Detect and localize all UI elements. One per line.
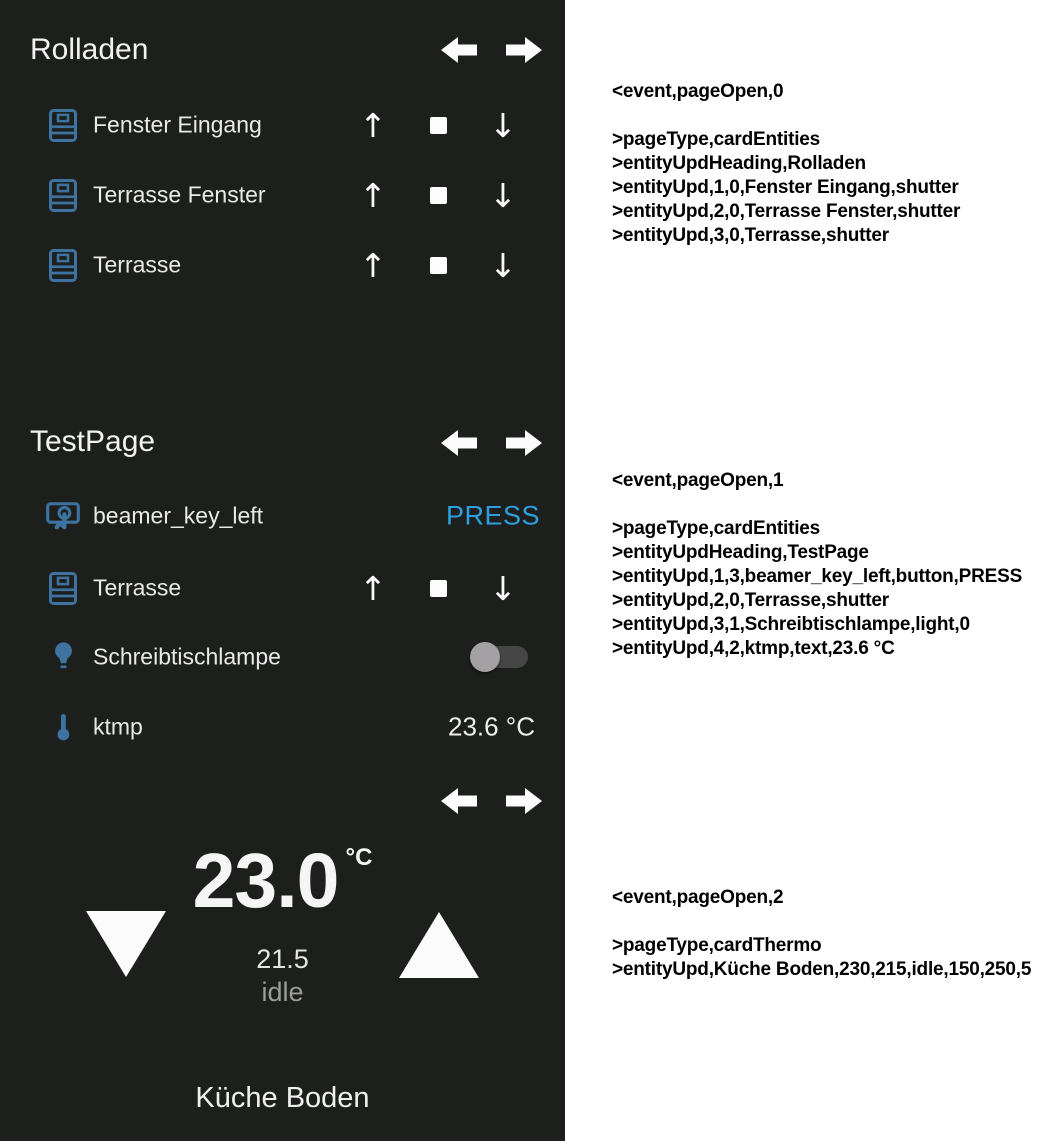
up-arrow-icon: ↑ [359,175,387,215]
shutter-down-button[interactable] [486,103,520,147]
shutter-up-button[interactable] [356,173,390,217]
window-shutter-icon [46,569,80,607]
arrow-left-icon [441,34,477,66]
entity-row-beamer-key-left [0,494,565,538]
shutter-up-button[interactable] [356,243,390,287]
protocol-line: >entityUpd,1,0,Fenster Eingang,shutter [612,177,959,198]
protocol-line: >entityUpdHeading,Rolladen [612,153,866,174]
page-next-button[interactable] [506,34,542,66]
arrow-left-icon [441,785,477,817]
protocol-line: >pageType,cardEntities [612,518,821,539]
window-shutter-icon [46,246,80,284]
arrow-right-icon [506,785,542,817]
protocol-event-line: <event,pageOpen,2 [612,887,784,908]
down-arrow-icon: ↓ [489,105,517,145]
toggle-knob [470,642,500,672]
entity-label: Fenster Eingang [93,111,262,138]
window-shutter-icon [46,106,80,144]
current-temperature [0,838,565,924]
down-arrow-icon: ↓ [489,245,517,285]
gesture-tap-button-icon [46,497,80,535]
entity-row-terrasse [0,566,565,610]
entity-label: ktmp [93,713,143,740]
down-arrow-icon: ↓ [489,175,517,215]
press-button[interactable]: PRESS [445,500,540,531]
stop-square-icon [430,257,447,274]
card-title-rolladen: Rolladen [30,33,149,66]
up-arrow-icon: ↑ [359,245,387,285]
shutter-stop-button[interactable] [421,566,455,610]
card-title-testpage: TestPage [30,425,156,458]
entity-row-terrasse-fenster [0,173,565,217]
thermostat-name: Küche Boden [195,1082,370,1114]
temperature-unit: °C [345,844,373,871]
entity-label: Terrasse Fenster [93,181,266,208]
window-shutter-icon [46,176,80,214]
down-arrow-icon: ↓ [489,568,517,608]
stop-square-icon [430,580,447,597]
protocol-line: >entityUpd,3,0,Terrasse,shutter [612,225,889,246]
protocol-block-page2 [612,886,1031,982]
shutter-down-button[interactable] [486,173,520,217]
up-arrow-icon: ↑ [359,568,387,608]
page-next-button[interactable] [506,427,542,459]
protocol-line: >pageType,cardThermo [612,935,822,956]
entity-row-ktmp [0,705,565,749]
shutter-stop-button[interactable] [421,243,455,287]
protocol-line: >pageType,cardEntities [612,129,821,150]
protocol-line: >entityUpd,1,3,beamer_key_left,button,PRESS [612,566,1023,587]
current-temperature-value: 23.0 [192,838,339,924]
entity-label: Terrasse [93,574,182,601]
shutter-up-button[interactable] [356,103,390,147]
shutter-down-button[interactable] [486,243,520,287]
target-temperature: 21.5 [256,944,309,974]
entity-label: beamer_key_left [93,502,264,529]
entity-row-terrasse [0,243,565,287]
arrow-right-icon [506,427,542,459]
protocol-event-line: <event,pageOpen,1 [612,470,784,491]
protocol-line: >entityUpdHeading,TestPage [612,542,869,563]
entity-label: Schreibtischlampe [93,643,281,670]
page-prev-button[interactable] [441,785,477,817]
up-arrow-icon: ↑ [359,105,387,145]
stop-square-icon [430,117,447,134]
stop-square-icon [430,187,447,204]
entity-label: Terrasse [93,251,182,278]
shutter-stop-button[interactable] [421,173,455,217]
protocol-block-page1 [612,469,1022,661]
protocol-event-line: <event,pageOpen,0 [612,81,784,102]
arrow-right-icon [506,34,542,66]
sensor-value: 23.6 °C [447,711,535,742]
hvac-state: idle [261,977,304,1007]
page-prev-button[interactable] [441,34,477,66]
page-prev-button[interactable] [441,427,477,459]
protocol-line: >entityUpd,3,1,Schreibtischlampe,light,0 [612,614,970,635]
protocol-line: >entityUpd,Küche Boden,230,215,idle,150,250,5 [612,959,1032,980]
entity-row-schreibtischlampe [0,635,565,679]
page-next-button[interactable] [506,785,542,817]
protocol-line: >entityUpd,2,0,Terrasse Fenster,shutter [612,201,961,222]
shutter-stop-button[interactable] [421,103,455,147]
shutter-up-button[interactable] [356,566,390,610]
thermometer-icon [46,708,80,746]
lightbulb-icon [46,638,80,676]
light-toggle-switch[interactable] [470,642,528,672]
shutter-down-button[interactable] [486,566,520,610]
entity-row-fenster-eingang [0,103,565,147]
protocol-block-page0 [612,80,960,248]
arrow-left-icon [441,427,477,459]
protocol-line: >entityUpd,2,0,Terrasse,shutter [612,590,889,611]
protocol-line: >entityUpd,4,2,ktmp,text,23.6 °C [612,638,895,659]
